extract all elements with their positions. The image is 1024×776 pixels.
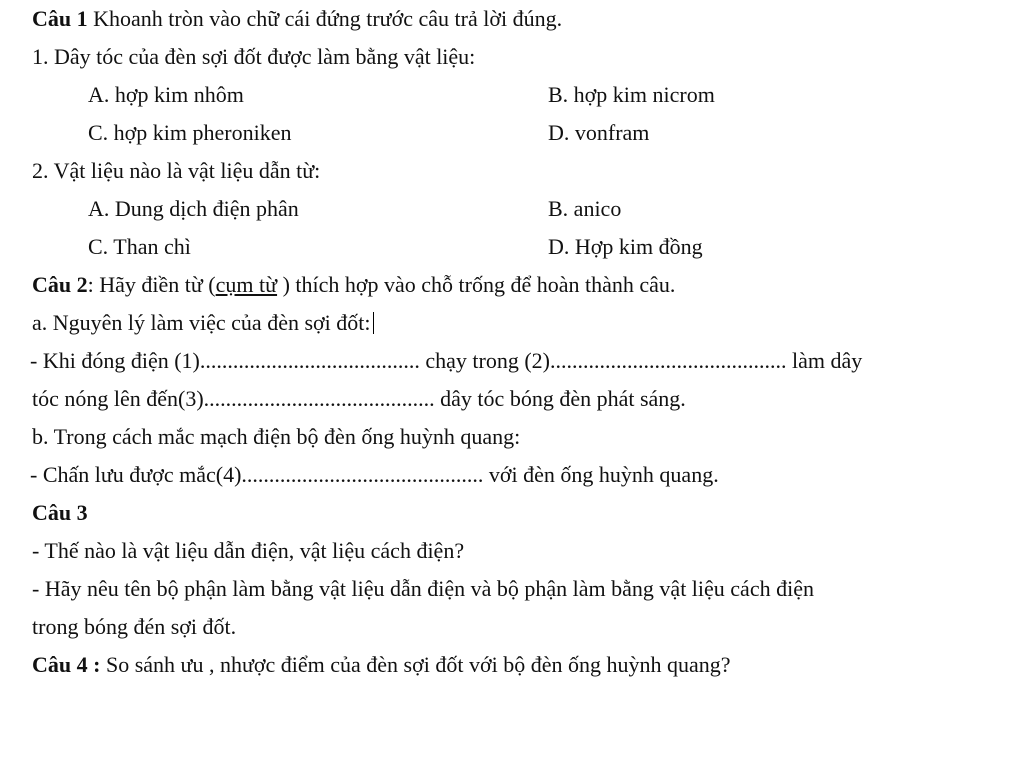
q2-fill-line-3: - Chấn lưu được mắc(4)............................................ với đèn ống huỳnh quang. <box>30 462 719 487</box>
q2-fill-line-2: tóc nóng lên đến(3).......................................... dây tóc bóng đèn phát sáng. <box>32 386 686 411</box>
q1-item2-option-d: D. Hợp kim đồng <box>548 234 703 259</box>
q2-part-b: b. Trong cách mắc mạch điện bộ đèn ống huỳnh quang: <box>32 424 521 449</box>
q1-instruction: Khoanh tròn vào chữ cái đứng trước câu trả lời đúng. <box>87 6 563 31</box>
q1-item1-stem: 1. Dây tóc của đèn sợi đốt được làm bằng vật liệu: <box>32 44 476 69</box>
q1-item2-stem: 2. Vật liệu nào là vật liệu dẫn từ: <box>32 158 321 183</box>
text-cursor <box>373 312 374 334</box>
q1-item1-option-a: A. hợp kim nhôm <box>88 82 244 107</box>
q3-label: Câu 3 <box>32 500 88 525</box>
q2-part-a-text: a. Nguyên lý làm việc của đèn sợi đốt: <box>32 310 371 335</box>
q1-item1-option-b: B. hợp kim nicrom <box>548 82 715 107</box>
q1-heading <box>32 5 562 33</box>
q1-label: Câu 1 <box>32 6 88 31</box>
q1-item2-option-a: A. Dung dịch điện phân <box>88 196 299 221</box>
q1-item1-option-d: D. vonfram <box>548 120 650 145</box>
q2-instruction-pre: : Hãy điền từ ( <box>87 272 216 297</box>
q2-heading <box>32 271 675 299</box>
q4-heading <box>32 651 731 679</box>
q4-text: So sánh ưu , nhược điểm của đèn sợi đốt với bộ đèn ống huỳnh quang? <box>100 652 731 677</box>
q3-line-1: - Thế nào là vật liệu dẫn điện, vật liệu cách điện? <box>32 538 465 563</box>
q2-instruction-post: ) thích hợp vào chỗ trống để hoàn thành câu. <box>277 272 676 297</box>
q1-item2-option-b: B. anico <box>548 196 622 221</box>
q2-label: Câu 2 <box>32 272 88 297</box>
q1-item2-option-c: C. Than chì <box>88 234 191 259</box>
q2-fill-line-1: - Khi đóng điện (1)........................................ chạy trong (2)........................................... làm dây <box>30 348 863 373</box>
q2-instruction-underlined: cụm từ <box>215 272 278 297</box>
q3-line-2: - Hãy nêu tên bộ phận làm bằng vật liệu dẫn điện và bộ phận làm bằng vật liệu cách điện <box>32 576 814 601</box>
q3-line-3: trong bóng đén sợi đốt. <box>32 614 237 639</box>
q4-label: Câu 4 : <box>32 652 101 677</box>
q2-part-a[interactable] <box>32 309 374 337</box>
q1-item1-option-c: C. hợp kim pheroniken <box>88 120 292 145</box>
